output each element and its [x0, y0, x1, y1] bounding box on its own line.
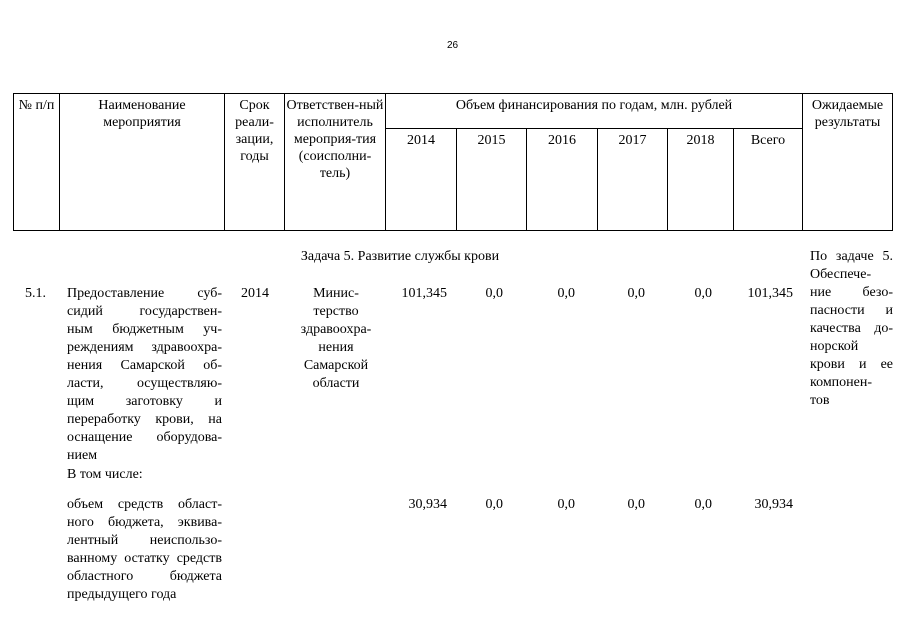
row-executor-line: нения: [318, 340, 354, 355]
subrow-name: [67, 496, 222, 604]
row-results-line: ние безо-: [810, 285, 893, 300]
row-results: [810, 248, 893, 410]
header-year-2018: 2018: [667, 128, 734, 231]
row-name-line: ласти, осуществляю-: [67, 376, 222, 391]
row-value-2014: 101,345: [401, 286, 447, 301]
subrow-name-line: объем средств област-: [67, 497, 222, 512]
subrow-value-2016: 0,0: [557, 497, 575, 512]
header-year-2017: 2017: [597, 128, 668, 231]
row-executor-line: Самарской: [303, 358, 369, 373]
row-name-line: нием: [67, 448, 98, 463]
subrow-name-line: областного бюджета: [67, 569, 222, 584]
row-results-line: пасности и: [810, 303, 893, 318]
row-results-line: Обеспече-: [810, 267, 872, 282]
row-results-line: крови и ее: [810, 357, 893, 372]
including-label: В том числе:: [67, 467, 143, 482]
subrow-name-line: предыдущего года: [67, 587, 177, 602]
header-col-results: Ожидаемые результаты: [802, 93, 893, 231]
row-results-line: норской: [810, 339, 859, 354]
row-name: [67, 285, 222, 465]
subrow-value-2015: 0,0: [485, 497, 503, 512]
subrow-value-2017: 0,0: [627, 497, 645, 512]
subrow-name-line: лентный неиспользо-: [67, 533, 222, 548]
row-name-line: ным бюджетным уч-: [67, 322, 222, 337]
row-executor-line: Минис-: [313, 286, 359, 301]
header-col-funding: Объем финансирования по годам, млн. рублей: [385, 93, 803, 129]
row-name-line: Предоставление суб-: [67, 286, 222, 301]
row-value-2016: 0,0: [557, 286, 575, 301]
row-name-line: реждениям здравоохра-: [67, 340, 222, 355]
header-year-2016: 2016: [526, 128, 598, 231]
subrow-value-2018: 0,0: [694, 497, 712, 512]
header-col-num: № п/п: [13, 93, 60, 231]
row-executor-line: области: [312, 376, 360, 391]
page-number: 26: [446, 40, 459, 51]
row-results-line: По задаче 5.: [810, 249, 893, 264]
row-number: 5.1.: [25, 286, 46, 301]
row-value-2015: 0,0: [485, 286, 503, 301]
header-col-term: Срок реали-зации, годы: [224, 93, 285, 231]
task-title: Задача 5. Развитие службы крови: [300, 249, 500, 264]
header-year-2015: 2015: [456, 128, 527, 231]
header-year-2014: 2014: [385, 128, 457, 231]
subrow-name-line: ного бюджета, эквива-: [67, 515, 222, 530]
row-results-line: компонен-: [810, 375, 873, 390]
row-name-line: нения Самарской об-: [67, 358, 222, 373]
row-value-total: 101,345: [747, 286, 793, 301]
subrow-value-total: 30,934: [754, 497, 793, 512]
row-name-line: оснащение оборудова-: [67, 430, 222, 445]
row-executor: [290, 285, 382, 393]
row-term: 2014: [241, 286, 269, 301]
header-total: Всего: [733, 128, 803, 231]
header-col-executor: Ответствен-ный исполнитель мероприя-тия (соисполни-тель): [284, 93, 386, 231]
header-col-name: Наименование мероприятия: [59, 93, 225, 231]
row-name-line: переработку крови, на: [67, 412, 222, 427]
row-value-2018: 0,0: [694, 286, 712, 301]
subrow-name-line: ванному остатку средств: [67, 551, 222, 566]
row-value-2017: 0,0: [627, 286, 645, 301]
row-results-line: тов: [810, 393, 830, 408]
row-results-line: качества до-: [810, 321, 893, 336]
row-executor-line: терство: [313, 304, 359, 319]
row-name-line: сидий государствен-: [67, 304, 222, 319]
row-executor-line: здравоохра-: [300, 322, 372, 337]
subrow-value-2014: 30,934: [408, 497, 447, 512]
row-name-line: щим заготовку и: [67, 394, 222, 409]
